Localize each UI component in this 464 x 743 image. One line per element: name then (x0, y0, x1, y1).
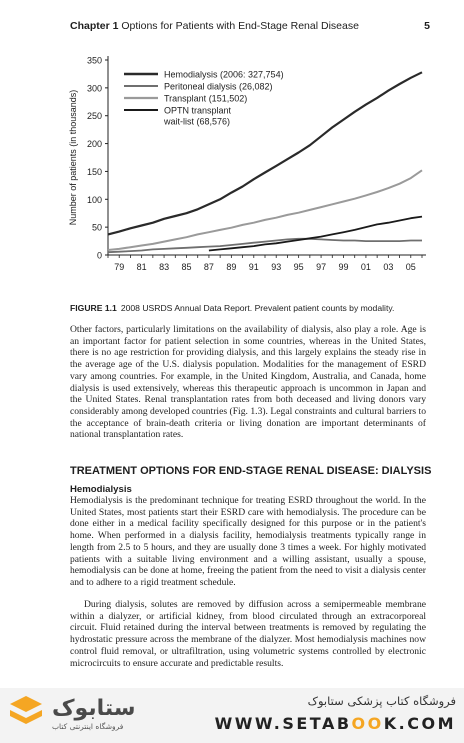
watermark-footer (0, 688, 464, 743)
x-tick-label: 91 (248, 262, 259, 272)
url-o1: O (351, 714, 368, 733)
prevalence-chart (0, 48, 464, 303)
x-tick-label: 03 (383, 262, 394, 272)
section-heading: TREATMENT OPTIONS FOR END-STAGE RENAL DISEASE: DIALYSIS (70, 465, 432, 477)
y-tick-label: 250 (86, 111, 102, 122)
running-header (70, 20, 430, 32)
chapter-label: Chapter (70, 20, 110, 32)
y-tick-label: 100 (86, 194, 102, 205)
url-suffix: K.COM (383, 714, 456, 733)
logo-subtitle: فروشگاه اینترنتی کتاب (52, 722, 124, 731)
series-line-1 (108, 69, 422, 234)
figure-caption (70, 303, 410, 314)
figure-label: FIGURE 1.1 (70, 303, 117, 313)
figure-caption-text: 2008 USRDS Annual Data Report. Prevalent patient counts by modality. (120, 303, 395, 313)
x-tick-label: 01 (360, 262, 371, 272)
x-tick-label: 87 (203, 262, 214, 272)
url-o2: O (367, 714, 384, 733)
chapter-title: Options for Patients with End-Stage Renal Disease (121, 20, 359, 32)
book-logo-icon (6, 692, 46, 732)
y-tick-label: 50 (91, 222, 102, 233)
x-tick-label: 97 (316, 262, 327, 272)
chapter-heading (70, 20, 359, 32)
x-tick-label: 81 (136, 262, 147, 272)
x-tick-label: 95 (293, 262, 304, 272)
store-title: فروشگاه کتاب پزشکی ستابوک (307, 694, 456, 708)
legend-label-4: OPTN transplant wait-list (68,576) (164, 105, 232, 127)
x-tick-label: 89 (226, 262, 237, 272)
page-number: 5 (424, 20, 430, 32)
y-axis-label: Number of patients (in thousands) (68, 89, 78, 226)
x-tick-label: 85 (181, 262, 192, 272)
y-tick-label: 300 (86, 83, 102, 94)
y-tick-label: 150 (86, 166, 102, 177)
y-tick-label: 0 (96, 250, 102, 261)
y-tick-label: 350 (86, 55, 102, 66)
y-tick-label: 200 (86, 139, 102, 150)
x-tick-label: 83 (159, 262, 170, 272)
series-line-2 (108, 239, 422, 252)
x-tick-label: 79 (114, 262, 125, 272)
x-tick-label: 93 (271, 262, 282, 272)
series-line-4 (209, 217, 422, 251)
paragraph-hemodialysis: Hemodialysis is the predominant technique for treating ESRD throughout the world. In the United States, most patients start their ESRD care with hemodialysis. The procedure can be done either in a medical facility specifically designed for this purpose or in the patient's home. When performed in a dialysis facility, hemodialysis treatments typically range in length from 2.5 to 5 hours, and they are usually done 3 times a week. For highly motivated patients with a suitable living environment and a willing assistant, usually a spouse, hemodialysis can be done at home, freeing the patient from the need to visit a dialysis center and to adhere to a rigid treatment schedule. (70, 495, 426, 588)
legend-label-1: Hemodialysis (2006: 327,754) (164, 69, 284, 80)
legend-label-3: Transplant (151,502) (164, 93, 248, 104)
paragraph-factors: Other factors, particularly limitations on the availability of dialysis, also play a role. Age is an important factor for patient selection in some countries, whereas in the United States, there is no age restriction for providing dialysis, and this largely explains the steady rise in the average age of the U.S. dialysis population. Modalities for the management of ESRD vary among countries. For example, in the United Kingdom, Australia, and Canada, home dialysis is used extensively, whereas this therapeutic approach is uncommon in Japan and the United States. Renal transplantation rates from both deceased and living donors vary considerably among developed countries (Fig. 1.3). Legal constraints and cultural barriers to the acceptance of brain-death criteria or living donation are important determinants of national transplantation rates. (70, 324, 426, 441)
chapter-number: 1 (112, 20, 119, 32)
x-tick-label: 99 (338, 262, 349, 272)
subheading-hemodialysis: Hemodialysis (70, 484, 132, 495)
url-prefix: WWW.SETAB (214, 714, 352, 733)
paragraph-diffusion: During dialysis, solutes are removed by diffusion across a semipermeable membrane within a dialyzer, or artificial kidney, from blood circulated through an extracorporeal circuit. Fluid retained during the interval between treatments is removed by regulating the hydrostatic pressure across the membrane of the dialyzer. Most hemodialysis machines now control fluid removal, or ultrafiltration, using volumetric systems controlled by electronic microcircuits to ensure accurate and predictable results. (70, 599, 426, 669)
store-url (215, 714, 456, 733)
x-tick-label: 05 (405, 262, 416, 272)
legend-label-2: Peritoneal dialysis (26,082) (164, 81, 273, 92)
series-line-3 (108, 170, 422, 250)
logo-wordmark: ستابوک (52, 696, 136, 721)
